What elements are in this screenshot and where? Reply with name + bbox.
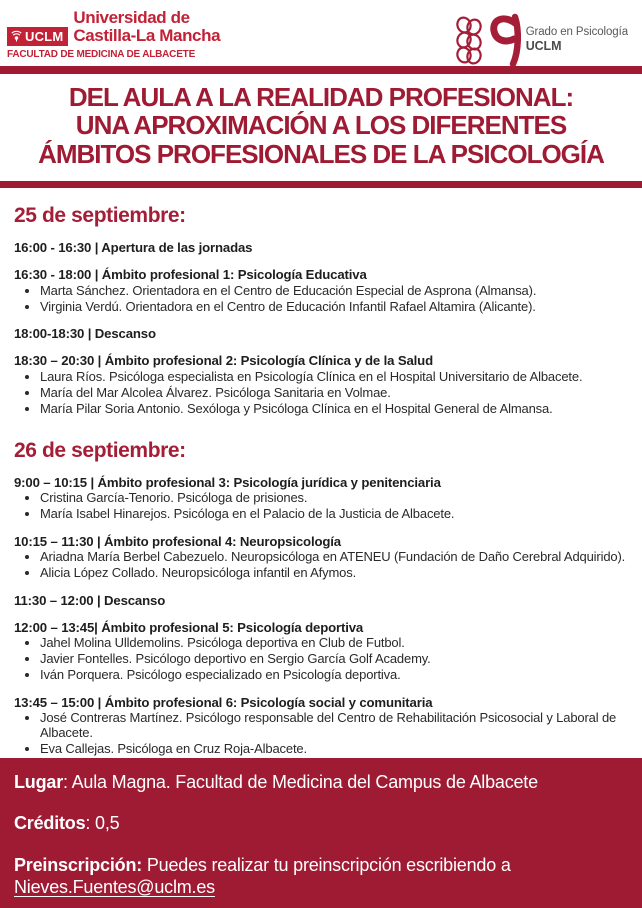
speaker-list bbox=[14, 491, 636, 522]
title-line-2: UNA APROXIMACIÓN A LOS DIFERENTES bbox=[75, 110, 567, 141]
mid-divider-bar bbox=[0, 181, 642, 189]
speaker-list bbox=[14, 550, 636, 581]
speaker-item: • Alicia López Collado. Neuropsicóloga infantil en Afymos. bbox=[40, 566, 636, 581]
title-line-1: DEL AULA A LA REALIDAD PROFESIONAL: bbox=[68, 81, 574, 112]
schedule bbox=[0, 188, 642, 758]
speaker-list bbox=[14, 370, 636, 417]
speaker-item: • Eva Callejas. Psicóloga en Cruz Roja-Albacete. bbox=[40, 742, 636, 757]
session-heading: 16:00 - 16:30 | Apertura de las jornadas bbox=[14, 240, 253, 256]
session-block bbox=[14, 695, 636, 757]
registration-line bbox=[14, 854, 628, 899]
speaker-item: • Jahel Molina Ulldemolins. Psicóloga deportiva en Club de Futbol. bbox=[40, 636, 636, 651]
credits-label: Créditos bbox=[14, 813, 86, 834]
session-heading: 10:15 – 11:30 | Ámbito profesional 4: Neuropsicología bbox=[14, 533, 341, 549]
speaker-item: • Cristina García-Tenorio. Psicóloga de prisiones. bbox=[40, 491, 636, 506]
session-block bbox=[14, 475, 636, 522]
degree-text bbox=[526, 25, 628, 55]
credits-line bbox=[14, 812, 628, 835]
university-name-line1: Universidad de bbox=[73, 8, 190, 27]
speaker-item: • Laura Ríos. Psicóloga especialista en Psicología Clínica en el Hospital Universitario de Albacete. bbox=[40, 370, 636, 385]
speaker-list bbox=[14, 636, 636, 683]
degree-title: Grado en Psicología bbox=[525, 26, 628, 38]
speaker-item: • Marta Sánchez. Orientadora en el Centro de Educación Especial de Asprona (Almansa). bbox=[40, 284, 636, 299]
day-heading: 26 de septiembre: bbox=[14, 438, 186, 462]
speaker-list bbox=[14, 284, 636, 315]
speaker-item: • Iván Porquera. Psicólogo especializado en Psicología deportiva. bbox=[40, 668, 636, 683]
session-heading: 16:30 - 18:00 | Ámbito profesional 1: Psicología Educativa bbox=[14, 267, 367, 283]
header bbox=[0, 0, 642, 66]
registration-label: Preinscripción: bbox=[14, 854, 143, 875]
venue-value: : Aula Magna. Facultad de Medicina del Campus de Albacete bbox=[63, 771, 538, 792]
speaker-item: • José Contreras Martínez. Psicólogo responsable del Centro de Rehabilitación Psicosocial y Laboral de Albacete. bbox=[40, 711, 636, 740]
top-divider-bar bbox=[0, 66, 642, 74]
session-heading: 18:30 – 20:30 | Ámbito profesional 2: Psicología Clínica y de la Salud bbox=[14, 353, 433, 369]
session-block bbox=[14, 353, 636, 416]
session-heading: 9:00 – 10:15 | Ámbito profesional 3: Psicología jurídica y penitenciaria bbox=[14, 474, 441, 490]
psychology-degree-logo bbox=[454, 13, 628, 67]
footer bbox=[0, 758, 642, 908]
speaker-item: • María del Mar Alcolea Álvarez. Psicóloga Sanitaria en Volmae. bbox=[40, 386, 636, 401]
session-heading: 11:30 – 12:00 | Descanso bbox=[14, 592, 166, 608]
session-heading: 18:00-18:30 | Descanso bbox=[14, 326, 156, 342]
title-line-3: ÁMBITOS PROFESIONALES DE LA PSICOLOGÍA bbox=[38, 138, 604, 169]
registration-email-link[interactable]: Nieves.Fuentes@uclm.es bbox=[14, 877, 215, 898]
title-band bbox=[0, 74, 642, 181]
session-heading: 12:00 – 13:45| Ámbito profesional 5: Psicología deportiva bbox=[14, 619, 364, 635]
credits-value: : 0,5 bbox=[85, 813, 120, 834]
uclm-logo bbox=[7, 27, 68, 46]
session-block bbox=[14, 593, 636, 608]
session-block bbox=[14, 620, 636, 683]
psi-icon bbox=[488, 13, 522, 67]
session-block bbox=[14, 326, 636, 341]
speaker-item: • Ariadna María Berbel Cabezuelo. Neuropsicóloga en ATENEU (Fundación de Daño Cerebral Adquirido). bbox=[40, 550, 636, 565]
university-name bbox=[73, 9, 220, 46]
venue-line bbox=[14, 771, 628, 794]
faculty-name: FACULTAD DE MEDICINA DE ALBACETE bbox=[7, 48, 196, 60]
venue-label: Lugar bbox=[14, 771, 64, 792]
knot-icon bbox=[454, 15, 484, 65]
speaker-item: • María Isabel Hinarejos. Psicóloga en el Palacio de la Justicia de Albacete. bbox=[40, 507, 636, 522]
university-name-line2: Castilla-La Mancha bbox=[73, 26, 221, 46]
session-block bbox=[14, 240, 636, 255]
registration-value: Puedes realizar tu preinscripción escribiendo a bbox=[142, 854, 511, 875]
uclm-antenna-icon bbox=[11, 30, 22, 42]
speaker-item: • Virginia Verdú. Orientadora en el Centro de Educación Infantil Rafael Altamira (Alicante). bbox=[40, 300, 636, 315]
uclm-brand bbox=[7, 9, 220, 60]
session-heading: 13:45 – 15:00 | Ámbito profesional 6: Psicología social y comunitaria bbox=[14, 694, 433, 710]
page-title bbox=[18, 83, 624, 169]
speaker-item: • María Pilar Soria Antonio. Sexóloga y Psicóloga Clínica en el Hospital General de Almansa. bbox=[40, 402, 636, 417]
session-block bbox=[14, 267, 636, 314]
speaker-item: • Javier Fontelles. Psicólogo deportivo en Sergio García Golf Academy. bbox=[40, 652, 636, 667]
degree-uclm: UCLM bbox=[525, 39, 562, 54]
uclm-box-label: UCLM bbox=[25, 28, 64, 44]
day-heading: 25 de septiembre: bbox=[14, 204, 186, 228]
speaker-list bbox=[14, 711, 636, 756]
session-block bbox=[14, 534, 636, 581]
